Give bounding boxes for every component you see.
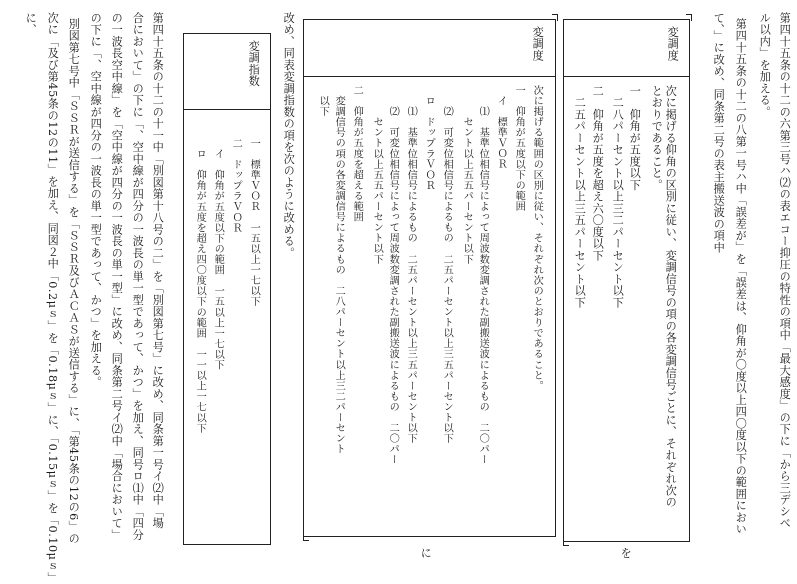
- new-row-line-3: イ 標準ＶＯＲ: [495, 85, 507, 170]
- para3-line-5: 別図第七号中「ＳＳＲが送信する」を「ＳＳＲ及びＡＣＡＳが送信する」に、「第45条の12の6」の: [67, 18, 81, 545]
- old-modulation-header: 変調度: [666, 26, 680, 62]
- bracket-top: [686, 14, 692, 21]
- new-modulation-header: 変調度: [531, 26, 545, 62]
- old-row-line-6: 二五パーセント以上三五パーセント以下: [573, 85, 587, 309]
- index-row-line-2: 二 ドップラＶＯＲ: [230, 138, 242, 233]
- index-row-line-1: 一 標準ＶＯＲ 一五以上一七以下: [248, 138, 260, 307]
- para1-line-3: 第四十五条の十二の八第一号ハ中「誤差が」を「誤差は、仰角が〇度以上四〇度以下の範囲におい: [734, 18, 748, 535]
- para3-line-2: 合において」の下に「、空中線が四分の一波長の単一型であって、かつ」を加え、同号ロ⑴中「四分: [131, 12, 145, 541]
- para1-line-1: 第四十五条の十二の六第三号ハ⑵の表エコー抑圧の特性の項中「最大感度」の下に「から三デシベ: [778, 12, 792, 529]
- connector-wo: を: [619, 547, 633, 559]
- new-row-line-13: 以下: [317, 85, 329, 117]
- para3-line-3: の一波長空中線」を「空中線が四分の一波長の単一型」に改め、同条第二号イ⑵中「場合において」: [110, 12, 124, 541]
- bracket-bottom: [303, 534, 309, 541]
- old-row-line-1: 次に掲げる仰角の区別に従い、変調信号の項の各変調信号ごとに、それぞれ次の: [664, 85, 678, 508]
- new-row-line-7: ロ ドップラＶＯＲ: [423, 85, 435, 191]
- para3-line-7: に、: [24, 12, 38, 36]
- index-row-line-4: ロ 仰角が五度を超え四〇度以下の範囲 一一以上一七以下: [194, 138, 206, 434]
- new-row-line-1: 次に掲げる範囲の区別に従い、それぞれ次のとおりであること。: [531, 85, 543, 391]
- table-divider: [184, 109, 270, 110]
- new-row-line-2: 一 仰角が五度以下の範囲: [513, 85, 525, 212]
- para3-line-6: 次に「及び第45条の12の11」を加え、同図２中「0.2μｓ」を「0.18μｓ」に、「0.15μｓ」を「0.10μｓ」: [46, 12, 60, 584]
- old-row-line-2: とおりであること。: [650, 85, 664, 191]
- new-row-line-5: セント以上五五パーセント以下: [461, 85, 473, 265]
- para1-line-2: ル以内」を加える。: [758, 12, 772, 118]
- new-row-line-12: 変調信号の項の各変調信号によるもの 二八パーセント以上三二パーセント: [333, 85, 345, 455]
- old-row-line-3: 一 仰角が五度以下: [628, 85, 642, 191]
- connector-ni: に: [419, 547, 433, 559]
- new-row-line-8: ⑴ 基準位相信号によるもの 二五パーセント以上三五パーセント以下: [405, 85, 417, 444]
- new-row-line-4: ⑴ 基準位相信号によって周波数変調された副搬送波によるもの 二〇パー: [477, 85, 489, 465]
- para3-line-4: の下に「、空中線が四分の一波長の単一型であって、かつ」を加える。: [89, 12, 103, 388]
- table-divider: [304, 76, 555, 77]
- new-row-line-6: ⑵ 可変位相信号によるもの 二五パーセント以上三五パーセント以下: [441, 85, 453, 444]
- old-row-line-5: 二 仰角が五度を超え六〇度以下: [591, 85, 605, 262]
- para3-line-1: 第四十五条の十二の十一中「別図第十八号の二」を「別図第七号」に改め、同条第一号イ⑵中「場: [151, 12, 165, 529]
- modulation-index-header: 変調指数: [247, 40, 261, 87]
- new-row-line-10: セント以上五五パーセント以下: [371, 85, 383, 265]
- bracket-bottom: [563, 539, 569, 546]
- new-row-line-9: ⑵ 可変位相信号によって周波数変調された副搬送波によるもの 二〇パー: [387, 85, 399, 465]
- index-row-line-3: イ 仰角が五度以下の範囲 一五以上一七以下: [212, 138, 224, 371]
- para2-line-1: 改め、同表変調指数の項を次のように改める。: [282, 12, 296, 259]
- old-row-line-4: 二八パーセント以上三二パーセント以下: [611, 85, 625, 309]
- table-divider: [564, 76, 689, 77]
- para1-line-4: て、」に改め、同条第二号の表主搬送波の項中: [712, 12, 726, 254]
- bracket-top: [552, 14, 558, 21]
- new-row-line-11: 二 仰角が五度を超える範囲: [351, 85, 363, 223]
